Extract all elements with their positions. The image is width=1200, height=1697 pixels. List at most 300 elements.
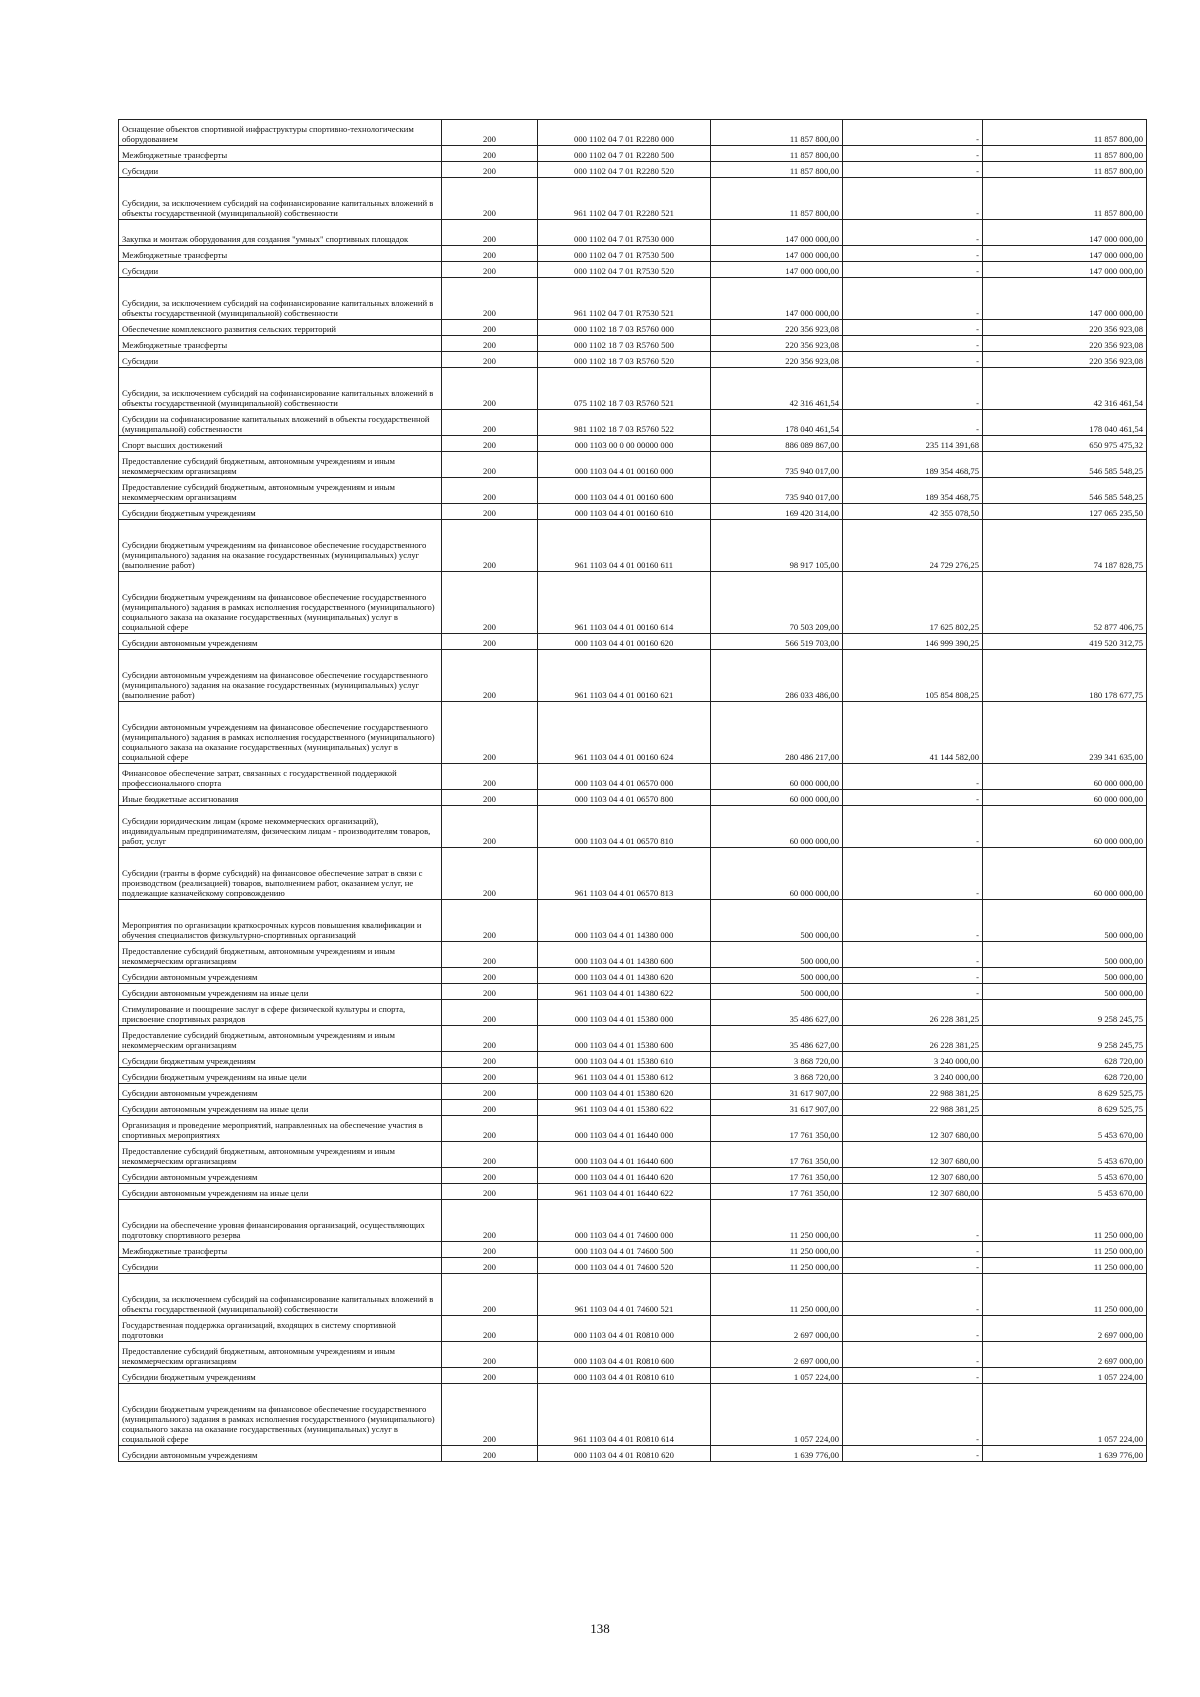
- row-executed-amount-cell: 17 625 802,25: [843, 572, 983, 634]
- row-classification-code-cell: 000 1103 04 4 01 06570 810: [538, 806, 711, 848]
- row-line-code-cell: 200: [442, 650, 538, 702]
- row-approved-amount-cell: 11 250 000,00: [711, 1242, 843, 1258]
- row-classification-code-cell: 981 1102 18 7 03 R5760 522: [538, 410, 711, 436]
- row-executed-amount-cell: -: [843, 1200, 983, 1242]
- row-approved-amount-cell: 886 089 867,00: [711, 436, 843, 452]
- row-remaining-amount-cell: 74 187 828,75: [983, 520, 1147, 572]
- row-name-cell: Организация и проведение мероприятий, направленных на обеспечение участия в спортивных мероприятиях: [119, 1116, 442, 1142]
- row-remaining-amount-cell: 220 356 923,08: [983, 352, 1147, 368]
- row-line-code-cell: 200: [442, 1342, 538, 1368]
- row-line-code-cell: 200: [442, 790, 538, 806]
- row-line-code-cell: 200: [442, 1168, 538, 1184]
- row-name-cell: Субсидии автономным учреждениям: [119, 634, 442, 650]
- row-executed-amount-cell: -: [843, 146, 983, 162]
- row-executed-amount-cell: 22 988 381,25: [843, 1100, 983, 1116]
- row-approved-amount-cell: 500 000,00: [711, 942, 843, 968]
- row-name-cell: Субсидии: [119, 1258, 442, 1274]
- row-line-code-cell: 200: [442, 1116, 538, 1142]
- row-executed-amount-cell: -: [843, 368, 983, 410]
- table-row: [119, 162, 1147, 178]
- row-classification-code-cell: 000 1103 04 4 01 06570 000: [538, 764, 711, 790]
- row-executed-amount-cell: -: [843, 942, 983, 968]
- row-approved-amount-cell: 147 000 000,00: [711, 220, 843, 246]
- row-executed-amount-cell: 3 240 000,00: [843, 1068, 983, 1084]
- row-executed-amount-cell: -: [843, 410, 983, 436]
- table-row: [119, 262, 1147, 278]
- row-approved-amount-cell: 169 420 314,00: [711, 504, 843, 520]
- row-remaining-amount-cell: 60 000 000,00: [983, 764, 1147, 790]
- row-approved-amount-cell: 17 761 350,00: [711, 1116, 843, 1142]
- row-line-code-cell: 200: [442, 410, 538, 436]
- row-classification-code-cell: 961 1102 04 7 01 R7530 521: [538, 278, 711, 320]
- row-executed-amount-cell: -: [843, 1274, 983, 1316]
- table-row: [119, 120, 1147, 146]
- row-remaining-amount-cell: 9 258 245,75: [983, 1026, 1147, 1052]
- row-name-cell: Субсидии (гранты в форме субсидий) на финансовое обеспечение затрат в связи с производством (реализацией) товаров, выполнением работ, оказанием услуг, не подлежащие казначейскому сопровождению: [119, 848, 442, 900]
- row-executed-amount-cell: 26 228 381,25: [843, 1026, 983, 1052]
- row-line-code-cell: 200: [442, 278, 538, 320]
- row-classification-code-cell: 000 1103 04 4 01 16440 620: [538, 1168, 711, 1184]
- row-line-code-cell: 200: [442, 634, 538, 650]
- row-line-code-cell: 200: [442, 220, 538, 246]
- row-remaining-amount-cell: 11 857 800,00: [983, 162, 1147, 178]
- row-executed-amount-cell: -: [843, 1258, 983, 1274]
- row-classification-code-cell: 961 1103 04 4 01 15380 622: [538, 1100, 711, 1116]
- row-approved-amount-cell: 500 000,00: [711, 984, 843, 1000]
- row-remaining-amount-cell: 5 453 670,00: [983, 1184, 1147, 1200]
- row-approved-amount-cell: 60 000 000,00: [711, 806, 843, 848]
- row-approved-amount-cell: 2 697 000,00: [711, 1342, 843, 1368]
- row-classification-code-cell: 961 1103 04 4 01 14380 622: [538, 984, 711, 1000]
- row-approved-amount-cell: 147 000 000,00: [711, 262, 843, 278]
- row-classification-code-cell: 000 1102 18 7 03 R5760 520: [538, 352, 711, 368]
- row-name-cell: Предоставление субсидий бюджетным, автономным учреждениям и иным некоммерческим организациям: [119, 452, 442, 478]
- row-approved-amount-cell: 2 697 000,00: [711, 1316, 843, 1342]
- row-classification-code-cell: 000 1102 04 7 01 R7530 500: [538, 246, 711, 262]
- row-name-cell: Субсидии: [119, 262, 442, 278]
- row-remaining-amount-cell: 9 258 245,75: [983, 1000, 1147, 1026]
- row-classification-code-cell: 000 1103 04 4 01 74600 000: [538, 1200, 711, 1242]
- row-approved-amount-cell: 17 761 350,00: [711, 1168, 843, 1184]
- row-line-code-cell: 200: [442, 120, 538, 146]
- row-name-cell: Межбюджетные трансферты: [119, 146, 442, 162]
- row-remaining-amount-cell: 147 000 000,00: [983, 220, 1147, 246]
- row-remaining-amount-cell: 8 629 525,75: [983, 1084, 1147, 1100]
- row-classification-code-cell: 000 1103 04 4 01 74600 520: [538, 1258, 711, 1274]
- table-row: [119, 764, 1147, 790]
- table-row: [119, 900, 1147, 942]
- table-row: [119, 452, 1147, 478]
- row-classification-code-cell: 000 1103 04 4 01 06570 800: [538, 790, 711, 806]
- row-executed-amount-cell: -: [843, 320, 983, 336]
- row-remaining-amount-cell: 500 000,00: [983, 968, 1147, 984]
- row-executed-amount-cell: -: [843, 968, 983, 984]
- row-classification-code-cell: 961 1103 04 4 01 06570 813: [538, 848, 711, 900]
- table-row: [119, 220, 1147, 246]
- row-remaining-amount-cell: 500 000,00: [983, 984, 1147, 1000]
- row-remaining-amount-cell: 220 356 923,08: [983, 320, 1147, 336]
- row-classification-code-cell: 075 1102 18 7 03 R5760 521: [538, 368, 711, 410]
- budget-execution-table: [118, 119, 1147, 1462]
- table-row: [119, 702, 1147, 764]
- row-approved-amount-cell: 60 000 000,00: [711, 790, 843, 806]
- row-line-code-cell: 200: [442, 1026, 538, 1052]
- row-name-cell: Субсидии, за исключением субсидий на софинансирование капитальных вложений в объекты государственной (муниципальной) собственности: [119, 178, 442, 220]
- row-approved-amount-cell: 60 000 000,00: [711, 764, 843, 790]
- row-executed-amount-cell: -: [843, 162, 983, 178]
- row-classification-code-cell: 000 1103 04 4 01 16440 600: [538, 1142, 711, 1168]
- row-approved-amount-cell: 735 940 017,00: [711, 452, 843, 478]
- row-remaining-amount-cell: 11 250 000,00: [983, 1200, 1147, 1242]
- row-name-cell: Предоставление субсидий бюджетным, автономным учреждениям и иным некоммерческим организациям: [119, 942, 442, 968]
- row-name-cell: Субсидии бюджетным учреждениям на финансовое обеспечение государственного (муниципального) задания в рамках исполнения государственного (муниципального) социального заказа на оказание государственных (муниципальных) услуг в социальной сфере: [119, 572, 442, 634]
- row-line-code-cell: 200: [442, 146, 538, 162]
- row-name-cell: Субсидии автономным учреждениям на иные цели: [119, 1100, 442, 1116]
- row-line-code-cell: 200: [442, 162, 538, 178]
- table-row: [119, 1368, 1147, 1384]
- row-name-cell: Оснащение объектов спортивной инфраструктуры спортивно-технологическим оборудованием: [119, 120, 442, 146]
- row-remaining-amount-cell: 11 250 000,00: [983, 1274, 1147, 1316]
- table-row: [119, 1316, 1147, 1342]
- row-name-cell: Субсидии бюджетным учреждениям: [119, 1368, 442, 1384]
- row-name-cell: Стимулирование и поощрение заслуг в сфере физической культуры и спорта, присвоение спортивных разрядов: [119, 1000, 442, 1026]
- row-remaining-amount-cell: 127 065 235,50: [983, 504, 1147, 520]
- table-row: [119, 984, 1147, 1000]
- row-line-code-cell: 200: [442, 984, 538, 1000]
- row-remaining-amount-cell: 5 453 670,00: [983, 1142, 1147, 1168]
- table-row: [119, 968, 1147, 984]
- row-name-cell: Субсидии автономным учреждениям: [119, 968, 442, 984]
- row-name-cell: Предоставление субсидий бюджетным, автономным учреждениям и иным некоммерческим организациям: [119, 1026, 442, 1052]
- row-approved-amount-cell: 31 617 907,00: [711, 1100, 843, 1116]
- row-approved-amount-cell: 17 761 350,00: [711, 1142, 843, 1168]
- row-remaining-amount-cell: 147 000 000,00: [983, 262, 1147, 278]
- row-approved-amount-cell: 500 000,00: [711, 968, 843, 984]
- table-row: [119, 1100, 1147, 1116]
- row-classification-code-cell: 961 1102 04 7 01 R2280 521: [538, 178, 711, 220]
- row-approved-amount-cell: 220 356 923,08: [711, 320, 843, 336]
- row-executed-amount-cell: -: [843, 1316, 983, 1342]
- row-remaining-amount-cell: 628 720,00: [983, 1068, 1147, 1084]
- row-approved-amount-cell: 1 057 224,00: [711, 1368, 843, 1384]
- row-executed-amount-cell: -: [843, 1342, 983, 1368]
- row-classification-code-cell: 961 1103 04 4 01 00160 611: [538, 520, 711, 572]
- report-sheet: [118, 119, 1146, 1462]
- row-line-code-cell: 200: [442, 1000, 538, 1026]
- row-executed-amount-cell: -: [843, 848, 983, 900]
- page-number: 138: [590, 1621, 610, 1636]
- row-name-cell: Субсидии бюджетным учреждениям на иные цели: [119, 1068, 442, 1084]
- row-line-code-cell: 200: [442, 504, 538, 520]
- row-classification-code-cell: 000 1103 04 4 01 R0810 000: [538, 1316, 711, 1342]
- row-approved-amount-cell: 735 940 017,00: [711, 478, 843, 504]
- row-executed-amount-cell: 189 354 468,75: [843, 452, 983, 478]
- row-executed-amount-cell: -: [843, 1242, 983, 1258]
- row-classification-code-cell: 000 1103 04 4 01 14380 600: [538, 942, 711, 968]
- row-executed-amount-cell: -: [843, 278, 983, 320]
- row-executed-amount-cell: 189 354 468,75: [843, 478, 983, 504]
- row-line-code-cell: 200: [442, 1100, 538, 1116]
- table-row: [119, 1116, 1147, 1142]
- table-row: [119, 178, 1147, 220]
- row-remaining-amount-cell: 500 000,00: [983, 942, 1147, 968]
- row-line-code-cell: 200: [442, 1316, 538, 1342]
- table-row: [119, 1184, 1147, 1200]
- row-classification-code-cell: 961 1103 04 4 01 74600 521: [538, 1274, 711, 1316]
- row-classification-code-cell: 961 1103 04 4 01 00160 614: [538, 572, 711, 634]
- row-remaining-amount-cell: 147 000 000,00: [983, 278, 1147, 320]
- row-classification-code-cell: 000 1102 04 7 01 R7530 520: [538, 262, 711, 278]
- row-approved-amount-cell: 147 000 000,00: [711, 278, 843, 320]
- row-line-code-cell: 200: [442, 1368, 538, 1384]
- row-name-cell: Межбюджетные трансферты: [119, 336, 442, 352]
- table-row: [119, 806, 1147, 848]
- row-approved-amount-cell: 11 250 000,00: [711, 1200, 843, 1242]
- row-classification-code-cell: 000 1103 04 4 01 00160 600: [538, 478, 711, 504]
- table-row: [119, 436, 1147, 452]
- table-row: [119, 1068, 1147, 1084]
- row-executed-amount-cell: -: [843, 1384, 983, 1446]
- row-classification-code-cell: 000 1103 04 4 01 74600 500: [538, 1242, 711, 1258]
- row-name-cell: Субсидии бюджетным учреждениям: [119, 504, 442, 520]
- row-line-code-cell: 200: [442, 1258, 538, 1274]
- table-row: [119, 1258, 1147, 1274]
- row-name-cell: Субсидии: [119, 162, 442, 178]
- row-approved-amount-cell: 60 000 000,00: [711, 848, 843, 900]
- row-line-code-cell: 200: [442, 848, 538, 900]
- row-name-cell: Субсидии бюджетным учреждениям на финансовое обеспечение государственного (муниципального) задания в рамках исполнения государственного (муниципального) социального заказа на оказание государственных (муниципальных) услуг в социальной сфере: [119, 1384, 442, 1446]
- row-remaining-amount-cell: 42 316 461,54: [983, 368, 1147, 410]
- table-row: [119, 352, 1147, 368]
- table-row: [119, 1084, 1147, 1100]
- row-line-code-cell: 200: [442, 1142, 538, 1168]
- row-line-code-cell: 200: [442, 702, 538, 764]
- row-classification-code-cell: 961 1103 04 4 01 15380 612: [538, 1068, 711, 1084]
- row-line-code-cell: 200: [442, 572, 538, 634]
- table-row: [119, 848, 1147, 900]
- row-executed-amount-cell: -: [843, 262, 983, 278]
- table-row: [119, 1000, 1147, 1026]
- table-row: [119, 1052, 1147, 1068]
- table-row: [119, 368, 1147, 410]
- row-name-cell: Обеспечение комплексного развития сельских территорий: [119, 320, 442, 336]
- row-executed-amount-cell: -: [843, 120, 983, 146]
- row-executed-amount-cell: -: [843, 806, 983, 848]
- row-name-cell: Субсидии бюджетным учреждениям на финансовое обеспечение государственного (муниципального) задания на оказание государственных (муниципальных) услуг (выполнение работ): [119, 520, 442, 572]
- row-executed-amount-cell: 12 307 680,00: [843, 1168, 983, 1184]
- row-approved-amount-cell: 35 486 627,00: [711, 1000, 843, 1026]
- table-row: [119, 336, 1147, 352]
- row-remaining-amount-cell: 11 250 000,00: [983, 1242, 1147, 1258]
- row-name-cell: Субсидии автономным учреждениям: [119, 1446, 442, 1462]
- table-row: [119, 1446, 1147, 1462]
- row-line-code-cell: 200: [442, 320, 538, 336]
- row-classification-code-cell: 000 1103 00 0 00 00000 000: [538, 436, 711, 452]
- row-approved-amount-cell: 31 617 907,00: [711, 1084, 843, 1100]
- table-row: [119, 320, 1147, 336]
- row-approved-amount-cell: 3 868 720,00: [711, 1068, 843, 1084]
- row-line-code-cell: 200: [442, 368, 538, 410]
- row-line-code-cell: 200: [442, 246, 538, 262]
- row-executed-amount-cell: 235 114 391,68: [843, 436, 983, 452]
- row-line-code-cell: 200: [442, 942, 538, 968]
- row-executed-amount-cell: 12 307 680,00: [843, 1142, 983, 1168]
- row-remaining-amount-cell: 11 857 800,00: [983, 178, 1147, 220]
- row-approved-amount-cell: 178 040 461,54: [711, 410, 843, 436]
- row-approved-amount-cell: 17 761 350,00: [711, 1184, 843, 1200]
- table-body: [119, 120, 1147, 1462]
- row-line-code-cell: 200: [442, 520, 538, 572]
- row-executed-amount-cell: 105 854 808,25: [843, 650, 983, 702]
- row-line-code-cell: 200: [442, 806, 538, 848]
- row-classification-code-cell: 000 1102 04 7 01 R2280 500: [538, 146, 711, 162]
- table-row: [119, 790, 1147, 806]
- row-approved-amount-cell: 70 503 209,00: [711, 572, 843, 634]
- row-line-code-cell: 200: [442, 968, 538, 984]
- row-line-code-cell: 200: [442, 1242, 538, 1258]
- row-remaining-amount-cell: 239 341 635,00: [983, 702, 1147, 764]
- row-approved-amount-cell: 1 057 224,00: [711, 1384, 843, 1446]
- row-classification-code-cell: 000 1102 04 7 01 R2280 520: [538, 162, 711, 178]
- row-executed-amount-cell: -: [843, 246, 983, 262]
- row-classification-code-cell: 000 1103 04 4 01 R0810 620: [538, 1446, 711, 1462]
- row-line-code-cell: 200: [442, 1068, 538, 1084]
- row-line-code-cell: 200: [442, 336, 538, 352]
- table-row: [119, 278, 1147, 320]
- row-executed-amount-cell: 26 228 381,25: [843, 1000, 983, 1026]
- table-row: [119, 1168, 1147, 1184]
- table-row: [119, 650, 1147, 702]
- row-classification-code-cell: 000 1103 04 4 01 R0810 610: [538, 1368, 711, 1384]
- table-row: [119, 478, 1147, 504]
- row-name-cell: Иные бюджетные ассигнования: [119, 790, 442, 806]
- row-classification-code-cell: 000 1103 04 4 01 15380 610: [538, 1052, 711, 1068]
- row-approved-amount-cell: 11 250 000,00: [711, 1274, 843, 1316]
- table-row: [119, 1026, 1147, 1052]
- row-executed-amount-cell: 3 240 000,00: [843, 1052, 983, 1068]
- row-remaining-amount-cell: 11 250 000,00: [983, 1258, 1147, 1274]
- row-remaining-amount-cell: 1 057 224,00: [983, 1368, 1147, 1384]
- table-row: [119, 246, 1147, 262]
- row-executed-amount-cell: -: [843, 790, 983, 806]
- table-row: [119, 1242, 1147, 1258]
- row-name-cell: Закупка и монтаж оборудования для создания "умных" спортивных площадок: [119, 220, 442, 246]
- row-classification-code-cell: 000 1102 18 7 03 R5760 500: [538, 336, 711, 352]
- row-executed-amount-cell: 12 307 680,00: [843, 1116, 983, 1142]
- row-remaining-amount-cell: 60 000 000,00: [983, 848, 1147, 900]
- row-line-code-cell: 200: [442, 900, 538, 942]
- row-remaining-amount-cell: 628 720,00: [983, 1052, 1147, 1068]
- row-classification-code-cell: 000 1103 04 4 01 00160 000: [538, 452, 711, 478]
- row-executed-amount-cell: 146 999 390,25: [843, 634, 983, 650]
- row-approved-amount-cell: 42 316 461,54: [711, 368, 843, 410]
- row-executed-amount-cell: -: [843, 178, 983, 220]
- row-line-code-cell: 200: [442, 1384, 538, 1446]
- row-remaining-amount-cell: 60 000 000,00: [983, 806, 1147, 848]
- row-remaining-amount-cell: 546 585 548,25: [983, 452, 1147, 478]
- row-line-code-cell: 200: [442, 1184, 538, 1200]
- row-name-cell: Субсидии автономным учреждениям на иные цели: [119, 984, 442, 1000]
- row-classification-code-cell: 000 1102 04 7 01 R2280 000: [538, 120, 711, 146]
- table-row: [119, 1384, 1147, 1446]
- row-line-code-cell: 200: [442, 1052, 538, 1068]
- row-line-code-cell: 200: [442, 352, 538, 368]
- row-name-cell: Субсидии автономным учреждениям: [119, 1084, 442, 1100]
- row-name-cell: Межбюджетные трансферты: [119, 246, 442, 262]
- row-line-code-cell: 200: [442, 1200, 538, 1242]
- row-approved-amount-cell: 1 639 776,00: [711, 1446, 843, 1462]
- row-approved-amount-cell: 286 033 486,00: [711, 650, 843, 702]
- row-approved-amount-cell: 11 857 800,00: [711, 178, 843, 220]
- row-name-cell: Предоставление субсидий бюджетным, автономным учреждениям и иным некоммерческим организациям: [119, 1142, 442, 1168]
- row-approved-amount-cell: 11 857 800,00: [711, 162, 843, 178]
- row-name-cell: Субсидии автономным учреждениям на финансовое обеспечение государственного (муниципального) задания на оказание государственных (муниципальных) услуг (выполнение работ): [119, 650, 442, 702]
- row-remaining-amount-cell: 5 453 670,00: [983, 1168, 1147, 1184]
- row-approved-amount-cell: 98 917 105,00: [711, 520, 843, 572]
- row-remaining-amount-cell: 180 178 677,75: [983, 650, 1147, 702]
- row-remaining-amount-cell: 546 585 548,25: [983, 478, 1147, 504]
- row-name-cell: Финансовое обеспечение затрат, связанных с государственной поддержкой профессионального спорта: [119, 764, 442, 790]
- row-name-cell: Субсидии автономным учреждениям на иные цели: [119, 1184, 442, 1200]
- row-approved-amount-cell: 280 486 217,00: [711, 702, 843, 764]
- row-name-cell: Субсидии на обеспечение уровня финансирования организаций, осуществляющих подготовку спортивного резерва: [119, 1200, 442, 1242]
- row-remaining-amount-cell: 1 057 224,00: [983, 1384, 1147, 1446]
- row-name-cell: Мероприятия по организации краткосрочных курсов повышения квалификации и обучения специалистов физкультурно-спортивных организаций: [119, 900, 442, 942]
- row-remaining-amount-cell: 1 639 776,00: [983, 1446, 1147, 1462]
- row-remaining-amount-cell: 178 040 461,54: [983, 410, 1147, 436]
- row-approved-amount-cell: 500 000,00: [711, 900, 843, 942]
- row-line-code-cell: 200: [442, 262, 538, 278]
- table-row: [119, 1342, 1147, 1368]
- row-classification-code-cell: 961 1103 04 4 01 00160 624: [538, 702, 711, 764]
- row-classification-code-cell: 000 1102 18 7 03 R5760 000: [538, 320, 711, 336]
- row-name-cell: Субсидии автономным учреждениям на финансовое обеспечение государственного (муниципального) задания в рамках исполнения государственного (муниципального) социального заказа на оказание государственных (муниципальных) услуг в социальной сфере: [119, 702, 442, 764]
- row-executed-amount-cell: -: [843, 1368, 983, 1384]
- row-classification-code-cell: 000 1103 04 4 01 14380 620: [538, 968, 711, 984]
- row-classification-code-cell: 961 1103 04 4 01 16440 622: [538, 1184, 711, 1200]
- row-name-cell: Субсидии, за исключением субсидий на софинансирование капитальных вложений в объекты государственной (муниципальной) собственности: [119, 278, 442, 320]
- table-row: [119, 942, 1147, 968]
- table-row: [119, 1274, 1147, 1316]
- row-name-cell: Субсидии на софинансирование капитальных вложений в объекты государственной (муниципальной) собственности: [119, 410, 442, 436]
- row-remaining-amount-cell: 220 356 923,08: [983, 336, 1147, 352]
- row-executed-amount-cell: 42 355 078,50: [843, 504, 983, 520]
- row-approved-amount-cell: 11 250 000,00: [711, 1258, 843, 1274]
- table-row: [119, 572, 1147, 634]
- row-remaining-amount-cell: 5 453 670,00: [983, 1116, 1147, 1142]
- row-remaining-amount-cell: 500 000,00: [983, 900, 1147, 942]
- row-remaining-amount-cell: 11 857 800,00: [983, 120, 1147, 146]
- row-line-code-cell: 200: [442, 764, 538, 790]
- row-executed-amount-cell: 22 988 381,25: [843, 1084, 983, 1100]
- row-name-cell: Предоставление субсидий бюджетным, автономным учреждениям и иным некоммерческим организациям: [119, 478, 442, 504]
- row-approved-amount-cell: 220 356 923,08: [711, 336, 843, 352]
- row-line-code-cell: 200: [442, 436, 538, 452]
- row-line-code-cell: 200: [442, 1274, 538, 1316]
- table-row: [119, 1142, 1147, 1168]
- row-executed-amount-cell: -: [843, 352, 983, 368]
- row-classification-code-cell: 000 1103 04 4 01 15380 620: [538, 1084, 711, 1100]
- row-executed-amount-cell: 41 144 582,00: [843, 702, 983, 764]
- table-row: [119, 520, 1147, 572]
- row-remaining-amount-cell: 52 877 406,75: [983, 572, 1147, 634]
- row-name-cell: Государственная поддержка организаций, входящих в систему спортивной подготовки: [119, 1316, 442, 1342]
- row-executed-amount-cell: 12 307 680,00: [843, 1184, 983, 1200]
- row-name-cell: Субсидии: [119, 352, 442, 368]
- row-remaining-amount-cell: 11 857 800,00: [983, 146, 1147, 162]
- row-name-cell: Субсидии бюджетным учреждениям: [119, 1052, 442, 1068]
- row-classification-code-cell: 961 1103 04 4 01 00160 621: [538, 650, 711, 702]
